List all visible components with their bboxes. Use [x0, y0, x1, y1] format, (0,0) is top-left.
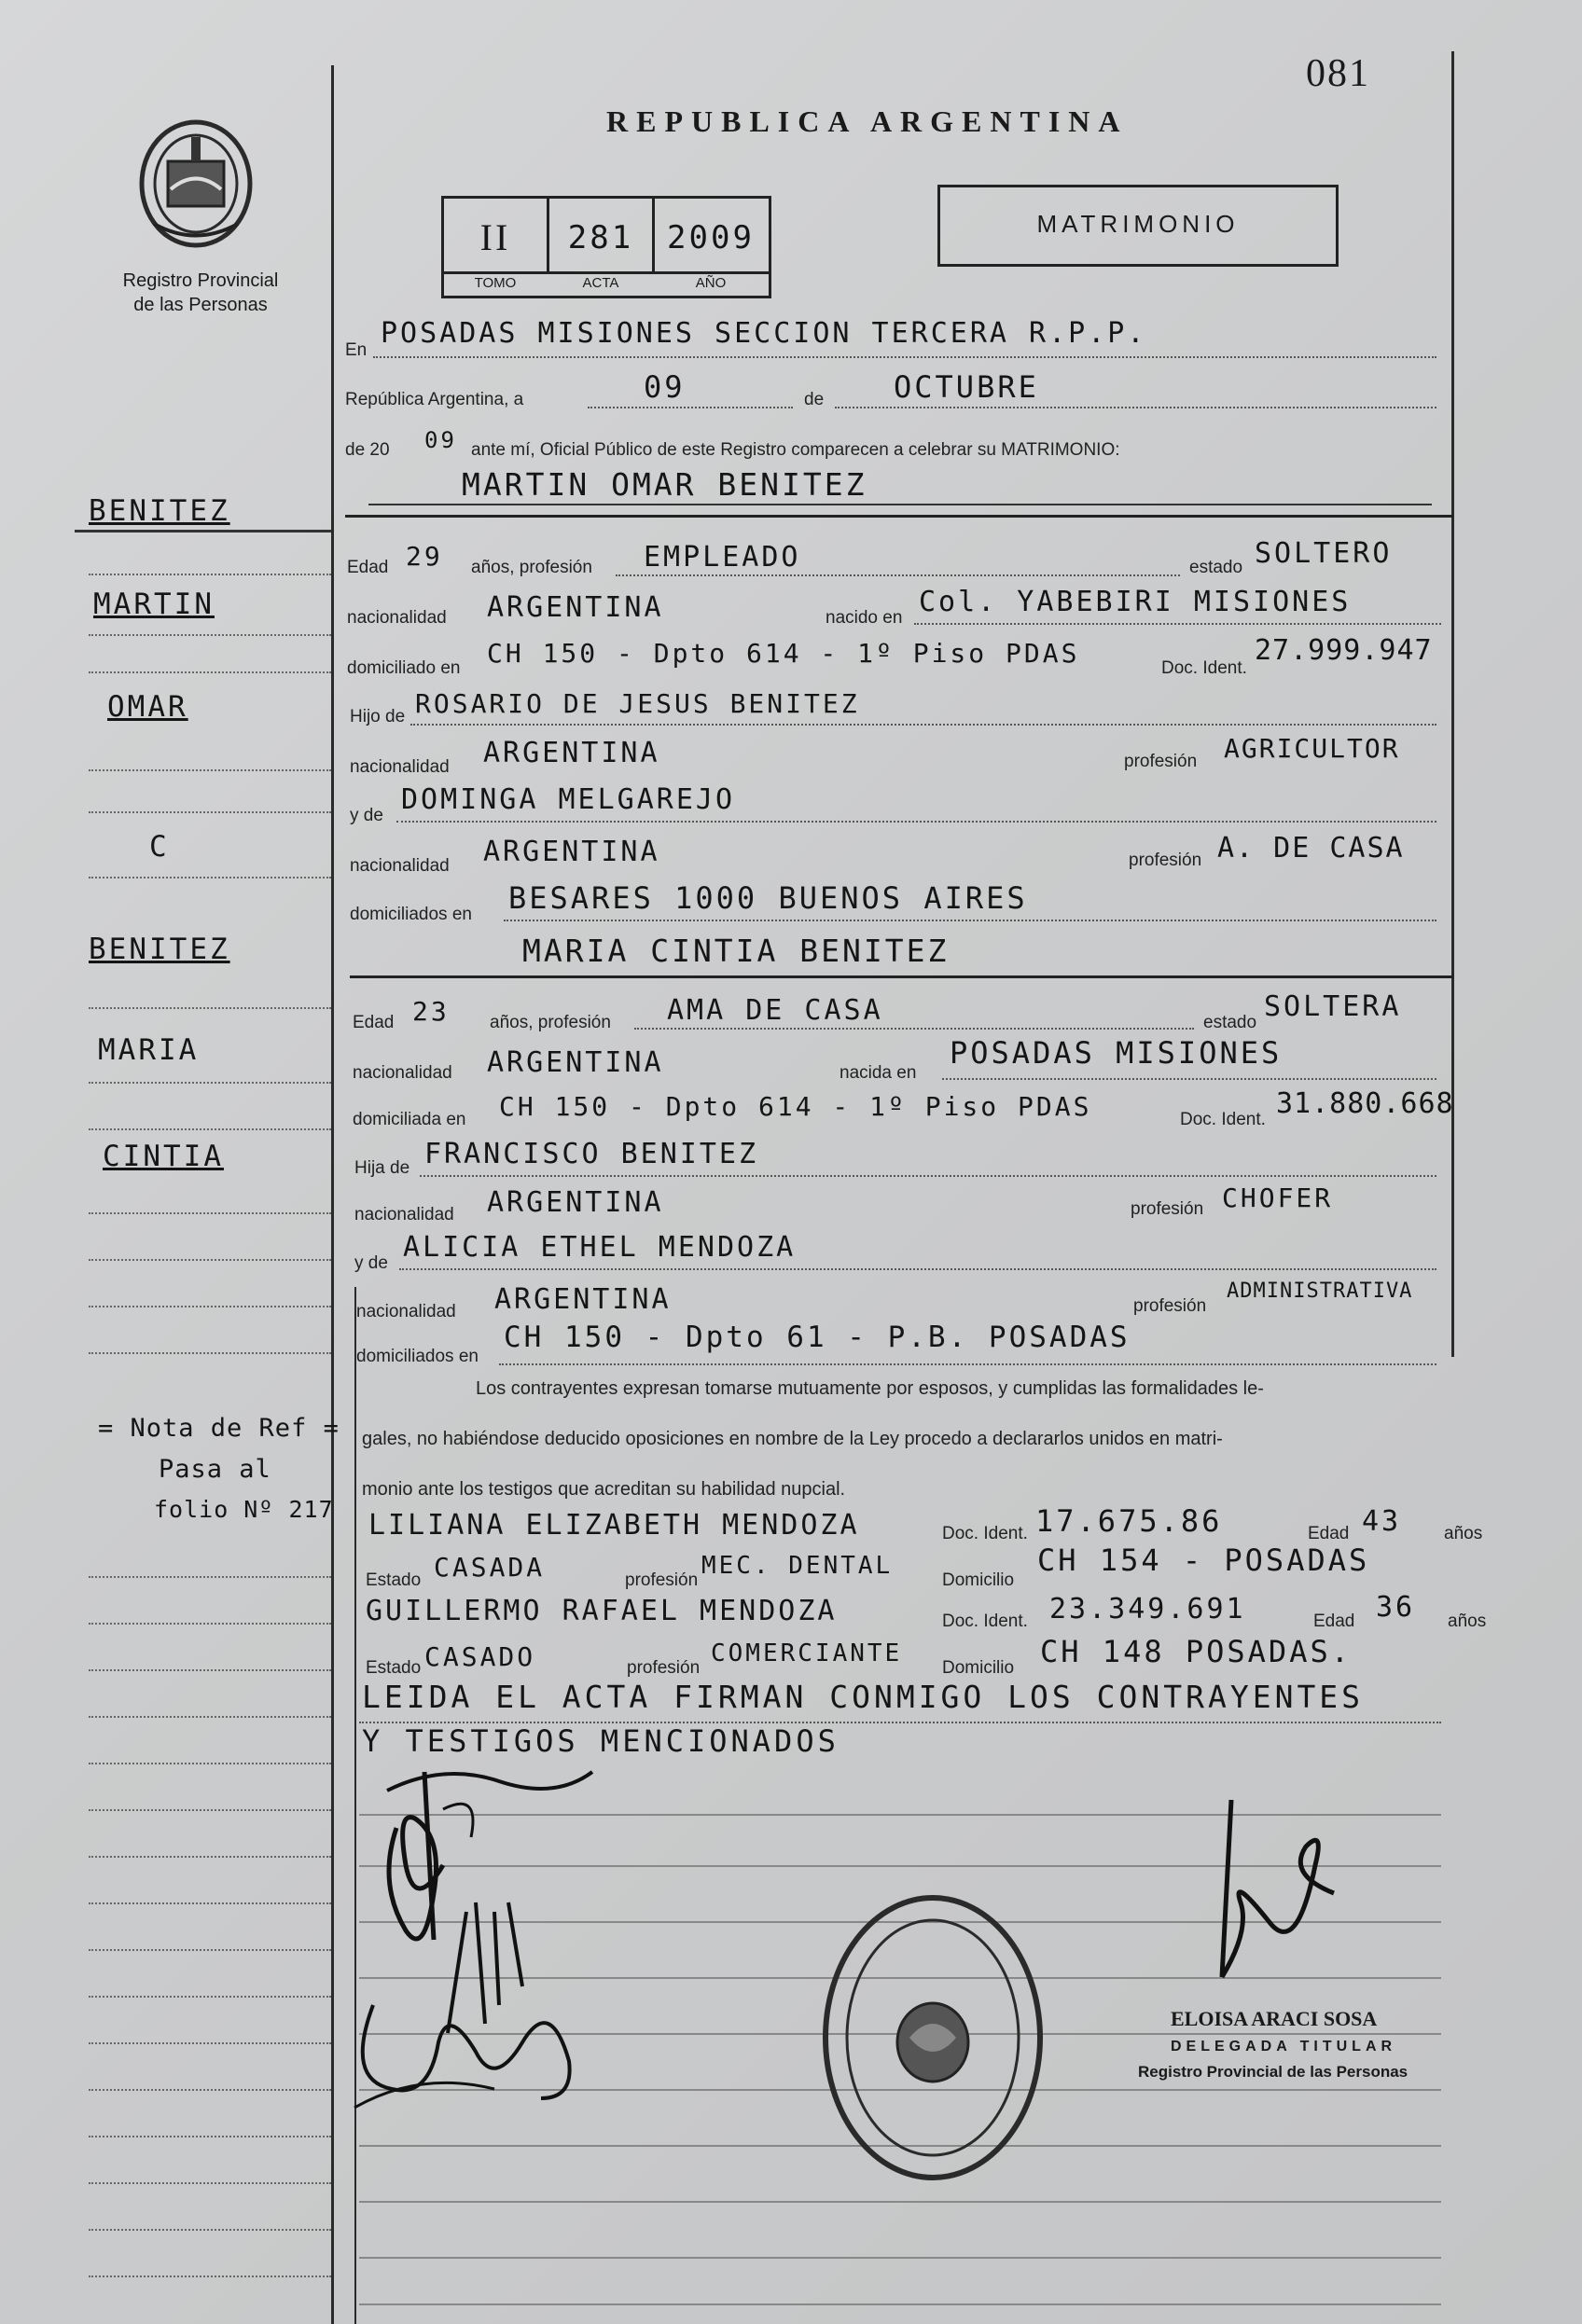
closing-line3: monio ante los testigos que acreditan su habilidad nupcial.: [362, 1479, 846, 1500]
bride-padre-nac: ARGENTINA: [487, 1186, 664, 1219]
groom-padre-nac-label: nacionalidad: [350, 757, 450, 777]
month-value: OCTUBRE: [894, 369, 1039, 405]
bride-madre-prof: ADMINISTRATIVA: [1227, 1280, 1413, 1303]
left-rule: [331, 65, 334, 2324]
place-value: POSADAS MISIONES SECCION TERCERA R.P.P.: [381, 317, 1147, 350]
witness1-estado-label: Estado: [366, 1570, 422, 1590]
groom-anos-prof-label: años, profesión: [471, 558, 592, 577]
witness2-edad-label: Edad: [1313, 1612, 1355, 1631]
bride-edad-label: Edad: [353, 1013, 395, 1032]
bride-anos-prof-label: años, profesión: [490, 1013, 611, 1032]
bride-nac-label: nacionalidad: [353, 1063, 452, 1083]
margin-name-3: OMAR: [107, 690, 188, 724]
bride-nacida-label: nacida en: [840, 1063, 917, 1083]
groom-doc: 27.999.947: [1255, 634, 1433, 667]
margin-note-line1: = Nota de Ref =: [98, 1414, 340, 1443]
groom-madre-prof: A. DE CASA: [1217, 832, 1405, 865]
witness2-doc: 23.349.691: [1049, 1593, 1246, 1625]
bride-madre-nac-label: nacionalidad: [356, 1302, 456, 1321]
groom-estado: SOLTERO: [1255, 537, 1393, 570]
groom-madre-prof-label: profesión: [1129, 851, 1202, 870]
bride-padre-prof-label: profesión: [1131, 1199, 1204, 1219]
groom-nac-label: nacionalidad: [347, 608, 447, 628]
groom-nacido-label: nacido en: [826, 608, 903, 628]
witness1-doc: 17.675.86: [1035, 1503, 1223, 1539]
groom-padre-nac: ARGENTINA: [483, 737, 660, 769]
bride-padres-dom: CH 150 - Dpto 61 - P.B. POSADAS: [504, 1321, 1131, 1354]
witness2-name: GUILLERMO RAFAEL MENDOZA: [366, 1595, 838, 1627]
groom-estado-label: estado: [1189, 558, 1243, 577]
bride-madre-prof-label: profesión: [1133, 1296, 1207, 1316]
witness1-dom-label: Domicilio: [942, 1570, 1015, 1590]
bride-doc-label: Doc. Ident.: [1180, 1110, 1266, 1129]
official-name: ELOISA ARACI SOSA: [1171, 2007, 1378, 2030]
anio-label: AÑO: [695, 275, 727, 291]
ante-text: ante mí, Oficial Público de este Registro comparecen a celebrar su MATRIMONIO:: [471, 440, 1120, 460]
groom-padres-dom: BESARES 1000 BUENOS AIRES: [508, 880, 1028, 916]
witness1-domicilio: CH 154 - POSADAS: [1037, 1542, 1370, 1578]
witness2-anos-label: años: [1448, 1612, 1487, 1631]
official-office: Registro Provincial de las Personas: [1138, 2063, 1409, 2081]
bride-estado: SOLTERA: [1264, 990, 1402, 1023]
registry-name-line1: Registro Provincial: [122, 270, 279, 291]
witness1-edad-label: Edad: [1308, 1524, 1350, 1543]
official-seal-icon: [816, 1888, 1049, 2187]
bride-domicilio: CH 150 - Dpto 614 - 1º Piso PDAS: [499, 1091, 1092, 1122]
registry-name-line2: de las Personas: [133, 295, 268, 315]
bride-dom-label: domiciliada en: [353, 1110, 466, 1129]
groom-padre-prof-label: profesión: [1124, 752, 1198, 771]
closing-line2: gales, no habiéndose deducido oposiciones en nombre de la Ley procedo a declararlos unidos en matri-: [362, 1429, 1223, 1449]
groom-edad: 29: [406, 541, 443, 572]
final-note-line2: Y TESTIGOS MENCIONADOS: [362, 1723, 840, 1759]
groom-doc-label: Doc. Ident.: [1161, 658, 1247, 678]
groom-edad-label: Edad: [347, 558, 389, 577]
bride-padre: FRANCISCO BENITEZ: [424, 1138, 759, 1170]
witness1-name: LILIANA ELIZABETH MENDOZA: [368, 1509, 860, 1542]
margin-name-6: MARIA: [98, 1033, 200, 1067]
groom-padre-prof: AGRICULTOR: [1224, 733, 1400, 764]
groom-nacido-en: Col. YABEBIRI MISIONES: [919, 586, 1352, 618]
witness2-domicilio: CH 148 POSADAS.: [1040, 1634, 1352, 1669]
bride-nacionalidad: ARGENTINA: [487, 1046, 664, 1079]
witness1-profesion: MEC. DENTAL: [701, 1552, 894, 1580]
witness2-edad: 36: [1376, 1591, 1416, 1624]
witness1-doc-label: Doc. Ident.: [942, 1524, 1028, 1543]
year-suffix: 09: [424, 427, 457, 453]
witness1-anos-label: años: [1444, 1524, 1483, 1543]
groom-dom-label: domiciliado en: [347, 658, 461, 678]
bride-nacida-en: POSADAS MISIONES: [950, 1035, 1283, 1071]
acta-label: ACTA: [582, 275, 619, 291]
document-country-title: REPUBLICA ARGENTINA: [606, 104, 1129, 138]
bride-profesion: AMA DE CASA: [667, 994, 883, 1027]
republica-label: República Argentina, a: [345, 390, 524, 409]
record-reference-box: [441, 196, 771, 298]
groom-madre: DOMINGA MELGAREJO: [401, 783, 736, 816]
bride-doc: 31.880.668: [1276, 1087, 1454, 1120]
act-type-box: [937, 185, 1339, 267]
witness2-estado-label: Estado: [366, 1658, 422, 1678]
witness2-doc-label: Doc. Ident.: [942, 1612, 1028, 1631]
groom-nacionalidad: ARGENTINA: [487, 591, 664, 624]
groom-padre: ROSARIO DE JESUS BENITEZ: [415, 688, 860, 719]
final-note-line1: LEIDA EL ACTA FIRMAN CONMIGO LOS CONTRAYENTES: [362, 1679, 1365, 1715]
bride-madre: ALICIA ETHEL MENDOZA: [403, 1231, 797, 1264]
groom-madre-nac-label: nacionalidad: [350, 856, 450, 876]
margin-name-5: BENITEZ: [89, 933, 230, 966]
bride-yde-label: y de: [354, 1253, 388, 1273]
act-type-label: MATRIMONIO: [1036, 210, 1240, 238]
bride-madre-nac: ARGENTINA: [494, 1283, 672, 1316]
witness2-profesion: COMERCIANTE: [711, 1639, 903, 1667]
margin-name-2: MARTIN: [93, 588, 215, 621]
groom-domicilio: CH 150 - Dpto 614 - 1º Piso PDAS: [487, 638, 1080, 669]
groom-name: MARTIN OMAR BENITEZ: [462, 466, 867, 503]
province-emblem-icon: [135, 117, 257, 252]
official-title: DELEGADA TITULAR: [1171, 2039, 1397, 2054]
bride-padre-prof: CHOFER: [1222, 1183, 1334, 1213]
right-rule: [1451, 51, 1454, 1357]
margin-name-4: C: [149, 830, 170, 864]
margin-note-line2: Pasa al: [159, 1455, 271, 1484]
closing-line1: Los contrayentes expresan tomarse mutuamente por esposos, y cumplidas las formalidades le-: [476, 1378, 1264, 1399]
de-label: de: [804, 390, 825, 409]
witness2-dom-label: Domicilio: [942, 1658, 1015, 1678]
acta-value: 281: [567, 219, 634, 256]
signature-scribble-2: [336, 1893, 616, 2136]
margin-name-1: BENITEZ: [89, 494, 230, 528]
bride-doms-label: domiciliados en: [356, 1347, 479, 1366]
tomo-value: II: [479, 216, 511, 258]
margin-name-7: CINTIA: [103, 1140, 224, 1173]
groom-madre-nac: ARGENTINA: [483, 836, 660, 868]
bride-hija-label: Hija de: [354, 1158, 410, 1178]
tomo-label: TOMO: [474, 275, 517, 291]
day-value: 09: [644, 369, 686, 405]
anio-value: 2009: [667, 219, 755, 256]
witness1-prof-label: profesión: [625, 1570, 699, 1590]
witness1-edad: 43: [1362, 1505, 1402, 1538]
official-signature: [1194, 1791, 1362, 2005]
witness2-prof-label: profesión: [627, 1658, 701, 1678]
groom-yde-label: y de: [350, 806, 383, 825]
bride-padre-nac-label: nacionalidad: [354, 1205, 454, 1224]
margin-note-line3: folio Nº 217: [154, 1496, 334, 1523]
bride-estado-label: estado: [1203, 1013, 1257, 1032]
bride-name: MARIA CINTIA BENITEZ: [522, 933, 950, 969]
groom-doms-label: domiciliados en: [350, 905, 472, 924]
bride-edad: 23: [412, 996, 450, 1027]
folio-number: 081: [1306, 52, 1370, 95]
groom-profesion: EMPLEADO: [644, 541, 801, 574]
year-prefix: de 20: [345, 440, 390, 460]
en-label: En: [345, 340, 368, 360]
left-rule-2: [354, 1287, 356, 2324]
witness1-estado: CASADA: [434, 1552, 546, 1583]
witness2-estado: CASADO: [424, 1641, 536, 1672]
groom-hijo-label: Hijo de: [350, 707, 406, 726]
